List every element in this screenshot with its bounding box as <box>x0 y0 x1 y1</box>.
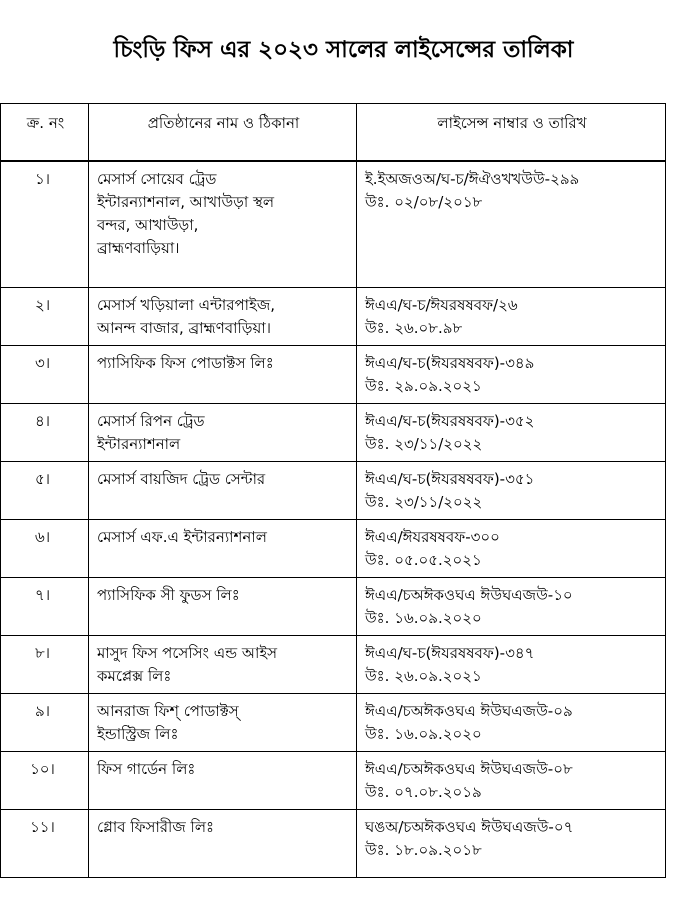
table-body <box>1 161 666 877</box>
license-number: ঈএএ/ঘ-চ/ঈযরষষবফ/২৬ <box>365 295 518 314</box>
name-address-cell <box>89 161 357 287</box>
license-number: ঈএএ/ঈযরষষবফ-৩০০ <box>365 527 500 546</box>
header-license-number-date: লাইসেন্স নাম্বার ও তারিখ <box>357 104 666 162</box>
name-address-line: ইন্টারন্যাশনাল, আখাউড়া স্থল <box>97 193 275 211</box>
license-number: ই.ইঅজওঅ/ঘ-চ/ঈঐওখখউউ-২৯৯ <box>365 170 580 188</box>
license-date: উঃ. ০৭.০৮.২০১৯ <box>365 782 482 801</box>
license-number: ঘঙঅ/চঅঈকওঘএ ঈউঘএজউ-০৭ <box>365 817 574 836</box>
name-address-cell <box>89 403 357 461</box>
license-date: উঃ. ২৩/১১/২০২২ <box>365 492 483 511</box>
table-row <box>1 693 666 751</box>
table-row <box>1 519 666 577</box>
license-cell <box>357 403 666 461</box>
license-number: ঈএএ/চঅঈকওঘএ ঈউঘএজউ-০৯ <box>365 701 573 720</box>
name-address-line: ইন্টারন্যাশনাল <box>97 434 181 453</box>
name-address-line: প্যাসিফিক সী ফুডস লিঃ <box>97 585 240 604</box>
header-serial: ক্র. নং <box>1 104 89 162</box>
name-address-line: ফিস গার্ডেন লিঃ <box>97 759 196 778</box>
name-address-line: মেসার্স এফ.এ ইন্টারন্যাশনাল <box>97 527 267 546</box>
license-date: উঃ. ০২/০৮/২০১৮ <box>365 193 483 211</box>
table-row <box>1 345 666 403</box>
license-date: উঃ. ২৬.০৮.৯৮ <box>365 318 463 337</box>
table-row <box>1 287 666 345</box>
license-date: উঃ. ০৫.০৫.২০২১ <box>365 550 482 569</box>
name-address-line: মেসার্স খড়িয়ালা এন্টারপাইজ, <box>97 295 276 314</box>
table-row <box>1 403 666 461</box>
name-address-cell <box>89 287 357 345</box>
name-address-cell <box>89 577 357 635</box>
name-address-line: আনন্দ বাজার, ব্রাহ্মণবাড়িয়া। <box>97 318 272 337</box>
serial-cell: ১। <box>1 161 89 287</box>
license-number: ঈএএ/ঘ-চ(ঈযরষষবফ)-৩৫২ <box>365 411 535 430</box>
name-address-cell <box>89 635 357 693</box>
serial-cell: ৬। <box>1 519 89 577</box>
license-cell <box>357 345 666 403</box>
serial-cell: ৯। <box>1 693 89 751</box>
license-cell <box>357 161 666 287</box>
table-row <box>1 577 666 635</box>
license-number: ঈএএ/চঅঈকওঘএ ঈউঘএজউ-০৮ <box>365 759 573 778</box>
license-date: উঃ. ২৩/১১/২০২২ <box>365 434 483 453</box>
license-cell <box>357 635 666 693</box>
license-cell <box>357 693 666 751</box>
license-cell <box>357 287 666 345</box>
table-row <box>1 635 666 693</box>
table-row <box>1 751 666 809</box>
serial-cell: ১০। <box>1 751 89 809</box>
license-number: ঈএএ/ঘ-চ(ঈযরষষবফ)-৩৪৭ <box>365 643 535 662</box>
serial-cell: ১১। <box>1 809 89 877</box>
table-row <box>1 809 666 877</box>
license-date: উঃ. ১৬.০৯.২০২০ <box>365 608 482 627</box>
name-address-line: ব্রাহ্মণবাড়িয়া। <box>97 239 180 257</box>
license-table <box>0 103 666 878</box>
license-cell <box>357 751 666 809</box>
license-cell <box>357 519 666 577</box>
header-name-address: প্রতিষ্ঠানের নাম ও ঠিকানা <box>89 104 357 162</box>
license-date: উঃ. ২৬.০৯.২০২১ <box>365 666 482 685</box>
name-address-line: গ্লোব ফিসারীজ লিঃ <box>97 817 214 836</box>
license-cell <box>357 809 666 877</box>
license-number: ঈএএ/চঅঈকওঘএ ঈউঘএজউ-১০ <box>365 585 573 604</box>
name-address-line: মাসুদ ফিস পসেসিং এন্ড আইস <box>97 643 278 662</box>
name-address-line: মেসার্স রিপন ট্রেড <box>97 411 205 430</box>
serial-cell: ৫। <box>1 461 89 519</box>
name-address-line: কমপ্লেক্স লিঃ <box>97 666 172 685</box>
license-date: উঃ. ২৯.০৯.২০২১ <box>365 376 482 395</box>
name-address-cell <box>89 693 357 751</box>
page-title: চিংড়ি ফিস এর ২০২৩ সালের লাইসেন্সের তালিকা <box>113 37 574 63</box>
serial-cell: ৩। <box>1 345 89 403</box>
name-address-cell <box>89 345 357 403</box>
name-address-cell <box>89 751 357 809</box>
license-date: উঃ. ১৬.০৯.২০২০ <box>365 724 482 743</box>
name-address-cell <box>89 519 357 577</box>
name-address-line: বন্দর, আখাউড়া, <box>97 216 199 234</box>
table-row <box>1 161 666 287</box>
name-address-line: মেসার্স বায়জিদ ট্রেড সেন্টার <box>97 469 266 488</box>
table-header-row <box>1 104 666 162</box>
table-row <box>1 461 666 519</box>
license-cell <box>357 461 666 519</box>
serial-cell: ২। <box>1 287 89 345</box>
name-address-line: ইন্ডাস্ট্রিজ লিঃ <box>97 724 179 743</box>
serial-cell: ৮। <box>1 635 89 693</box>
serial-cell: ৭। <box>1 577 89 635</box>
serial-cell: ৪। <box>1 403 89 461</box>
license-number: ঈএএ/ঘ-চ(ঈযরষষবফ)-৩৫১ <box>365 469 535 488</box>
name-address-cell <box>89 809 357 877</box>
license-number: ঈএএ/ঘ-চ(ঈযরষষবফ)-৩৪৯ <box>365 353 535 372</box>
license-cell <box>357 577 666 635</box>
name-address-line: প্যাসিফিক ফিস পোডাক্টস লিঃ <box>97 353 274 372</box>
license-date: উঃ. ১৮.০৯.২০১৮ <box>365 840 482 859</box>
name-address-line: মেসার্স সোয়েব ট্রেড <box>97 170 217 188</box>
name-address-line: আনরাজ ফিশ্ পোডাক্টস্ <box>97 701 239 720</box>
name-address-cell <box>89 461 357 519</box>
